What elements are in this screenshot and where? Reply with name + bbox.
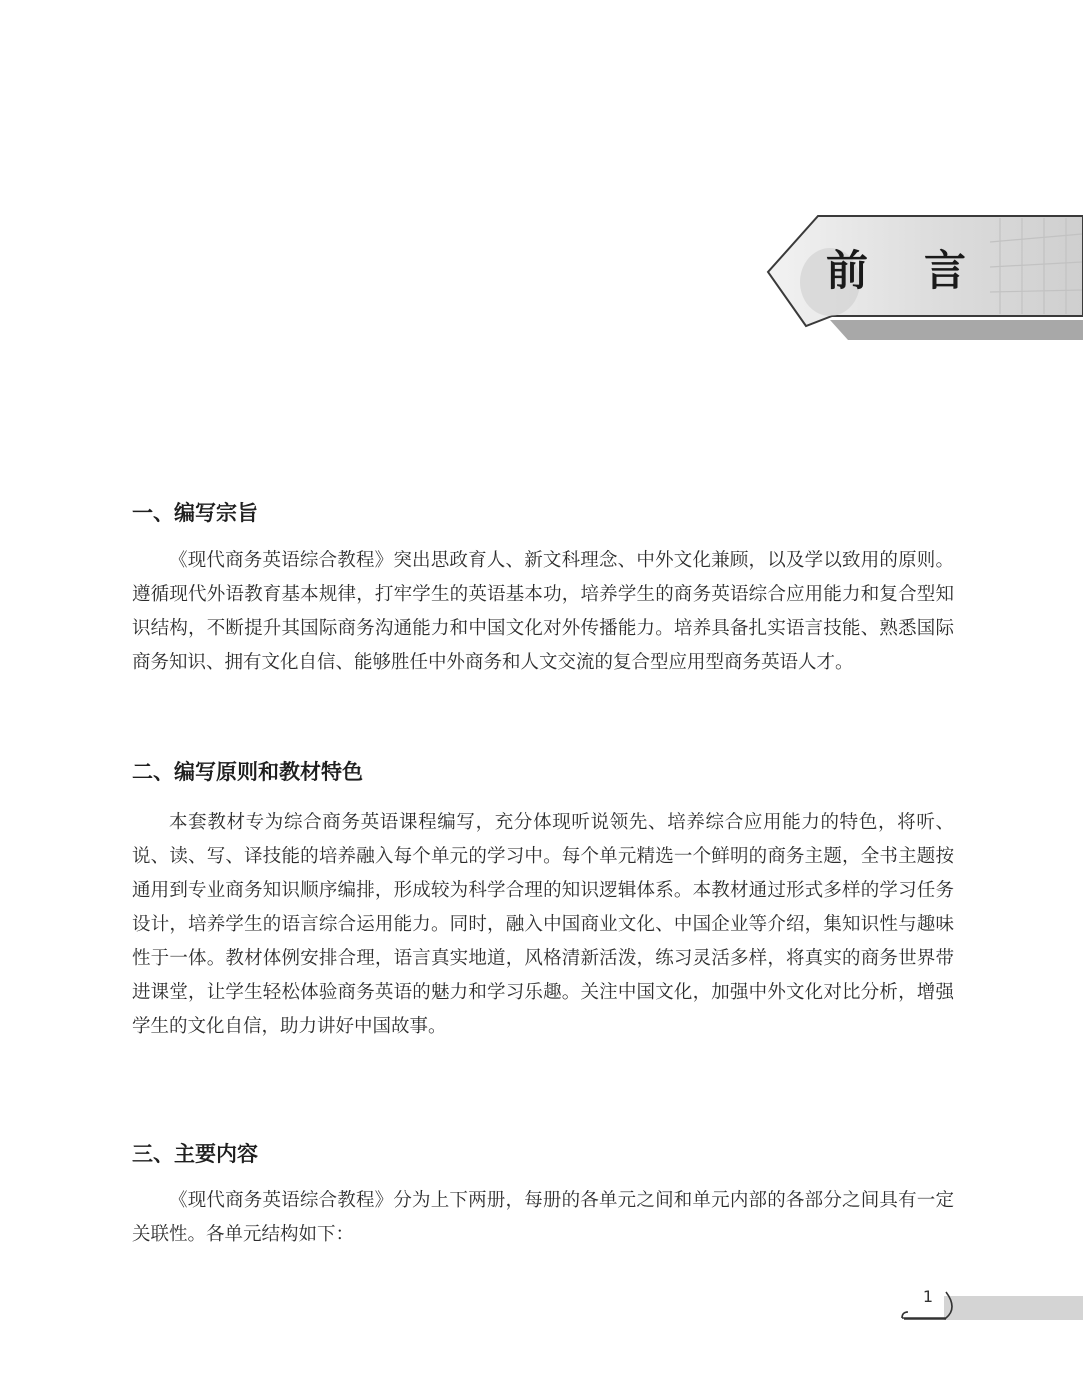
page-title-char: 言 (923, 246, 966, 295)
page-title-char: 前 (826, 246, 869, 295)
page-number: 1 (922, 1287, 934, 1306)
section-paragraph: 《现代商务英语综合教程》突出思政育人、新文科理念、中外文化兼顾，以及学以致用的原则。遵循现代外语教育基本规律，打牢学生的英语基本功，培养学生的商务英语综合应用能力和复合型知识结构，不断提升其国际商务沟通能力和中国文化对外传播能力。培养具备扎实语言技能、熟悉国际商务知识、拥有文化自信、能够胜任中外商务和人文交流的复合型应用型商务英语人才。 (132, 550, 954, 673)
section-heading: 一、编写宗旨 (132, 501, 258, 525)
page-title (826, 243, 966, 299)
section-paragraph: 《现代商务英语综合教程》分为上下两册，每册的各单元之间和单元内部的各部分之间具有一定关联性。各单元结构如下： (132, 1190, 954, 1245)
section-heading: 三、主要内容 (132, 1142, 258, 1166)
section-paragraph: 本套教材专为综合商务英语课程编写，充分体现听说领先、培养综合应用能力的特色，将听、说、读、写、译技能的培养融入每个单元的学习中。每个单元精选一个鲜明的商务主题，全书主题按通用到专业商务知识顺序编排，形成较为科学合理的知识逻辑体系。本教材通过形式多样的学习任务设计，培养学生的语言综合运用能力。同时，融入中国商业文化、中国企业等介绍，集知识性与趣味性于一体。教材体例安排合理，语言真实地道，风格清新活泼，练习灵活多样，将真实的商务世界带进课堂，让学生轻松体验商务英语的魅力和学习乐趣。关注中国文化，加强中外文化对比分析，增强学生的文化自信，助力讲好中国故事。 (132, 812, 954, 1037)
section-heading: 二、编写原则和教材特色 (132, 760, 363, 784)
